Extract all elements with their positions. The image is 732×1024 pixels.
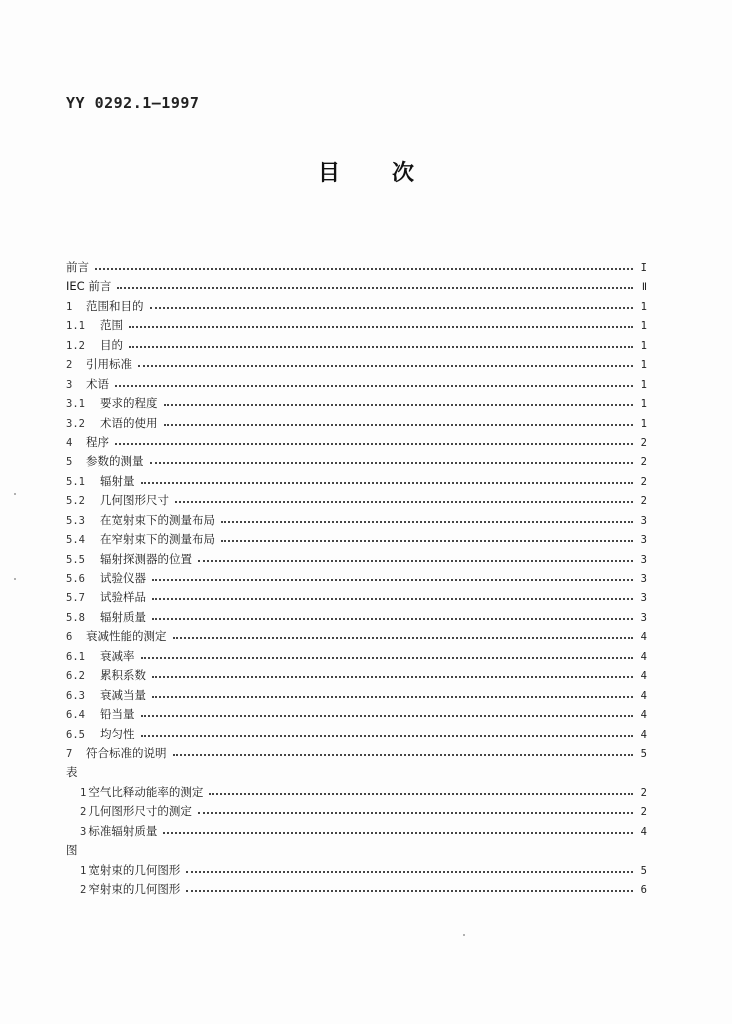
toc-entry	[66, 472, 647, 491]
toc-entry-number: 6.1	[66, 650, 85, 663]
toc-entry-label: 试验仪器	[100, 571, 146, 585]
toc-page-number: 2	[640, 495, 647, 508]
toc-page-number: 5	[640, 864, 647, 877]
toc-page-number: 4	[640, 670, 647, 683]
toc-entry-label: 在宽射束下的测量布局	[100, 512, 215, 527]
toc-entry	[66, 608, 647, 627]
toc-page-number: 2	[640, 436, 647, 449]
toc-dot-leader	[95, 261, 633, 271]
toc-dot-leader	[198, 805, 633, 815]
toc-entry-number: 5.2	[66, 495, 85, 508]
toc-entry	[66, 452, 647, 471]
toc-entry-number: 1	[80, 786, 87, 799]
toc-dot-leader	[150, 300, 634, 310]
toc-dot-leader	[141, 475, 634, 485]
toc-entry-number: 1	[80, 864, 87, 877]
toc-entry	[66, 414, 647, 433]
toc-entry-number: 3.2	[66, 417, 85, 430]
toc-page-number: 1	[640, 378, 647, 391]
toc-entry-label: 衰减率	[100, 648, 135, 663]
toc-page-number: 1	[640, 398, 647, 411]
toc-entry-label: 空气比释动能率的测定	[88, 784, 204, 799]
page-title: 目次	[317, 161, 466, 186]
toc-dot-leader	[152, 669, 633, 679]
toc-entry-label: 标准辐射质量	[88, 823, 158, 838]
toc-entry	[66, 666, 647, 685]
toc-entry	[66, 277, 647, 296]
toc-entry	[66, 433, 647, 452]
toc-page-number: 1	[640, 300, 647, 313]
toc-entry-number: 6.3	[66, 689, 85, 702]
toc-entry-label: 目的	[100, 337, 123, 352]
toc-page-number: 4	[640, 689, 647, 702]
toc-dot-leader	[186, 864, 633, 874]
toc-entry	[66, 258, 647, 277]
toc-entry-label: 窄射束的几何图形	[88, 882, 181, 896]
scan-speck	[463, 934, 465, 936]
toc-entry-label: 宽射束的几何图形	[88, 862, 181, 877]
toc-entry	[66, 880, 647, 899]
toc-entry	[66, 491, 647, 510]
toc-dot-leader	[129, 339, 633, 349]
toc-entry-number: 5.6	[66, 573, 85, 585]
toc-dot-leader	[115, 378, 633, 388]
toc-entry	[66, 569, 647, 588]
toc-dot-leader	[152, 689, 633, 699]
toc-entry-label: 几何图形尺寸	[100, 493, 169, 508]
toc-entry-label: 累积系数	[100, 668, 146, 683]
toc-dot-leader	[152, 611, 633, 621]
toc-entry	[66, 336, 647, 355]
toc-entry-label: 表	[66, 765, 78, 780]
toc-entry-label: 术语的使用	[100, 415, 158, 430]
toc-entry-label: 范围	[100, 318, 123, 333]
toc-entry-number: 2	[66, 359, 73, 372]
toc-entry-label: 在窄射束下的测量布局	[100, 532, 215, 547]
toc-entry-label: 程序	[86, 434, 109, 449]
toc-entry	[66, 588, 647, 607]
toc-entry-number: 3	[66, 378, 73, 391]
toc-dot-leader	[221, 514, 633, 524]
toc-entry	[66, 316, 647, 335]
toc-dot-leader	[163, 825, 633, 835]
toc-entry	[66, 802, 647, 821]
toc-entry-number: 5.8	[66, 611, 85, 624]
toc-entry-number: 3.1	[66, 398, 85, 411]
toc-page-number: 3	[640, 611, 647, 624]
toc-entry	[66, 686, 647, 705]
toc-entry-number: 3	[80, 825, 87, 838]
toc-entry-number: 2	[80, 884, 87, 896]
toc-entry	[66, 783, 647, 802]
toc-entry-number: 1.1	[66, 320, 85, 333]
toc-entry-label: 参数的测量	[86, 454, 144, 469]
toc-entry-label: 范围和目的	[86, 298, 144, 313]
standard-code: YY 0292.1—1997	[66, 94, 200, 112]
toc-entry-label: 衰减当量	[100, 687, 146, 702]
toc-page-number: 5	[640, 747, 647, 760]
scan-speck	[14, 578, 16, 580]
toc-entry-label: 符合标准的说明	[86, 745, 167, 760]
toc-entry-label: 辐射探测器的位置	[100, 551, 192, 566]
toc-entry	[66, 297, 647, 316]
toc-entry	[66, 822, 647, 841]
toc-entry-number: 6.5	[66, 728, 85, 741]
toc-entry	[66, 725, 647, 744]
toc-entry-label: 术语	[86, 376, 109, 391]
toc-dot-leader	[164, 397, 634, 407]
toc-entry	[66, 744, 647, 763]
toc-entry-number: 6	[66, 631, 73, 644]
toc-entry-number: 1.2	[66, 339, 85, 352]
toc-dot-leader	[117, 280, 633, 290]
toc-entry	[66, 394, 647, 413]
toc-page-number: 1	[640, 320, 647, 333]
toc-entry	[66, 647, 647, 666]
toc-entry-label: 衰减性能的测定	[86, 629, 167, 644]
toc-dot-leader	[141, 728, 634, 738]
toc-page-number: 4	[640, 650, 647, 663]
toc-page-number: 2	[640, 456, 647, 469]
toc-dot-leader	[164, 417, 634, 427]
toc-entry-label: 前言	[66, 260, 89, 274]
toc-dot-leader	[152, 591, 633, 601]
toc-entry	[66, 705, 647, 724]
toc-entry-number: 5.5	[66, 553, 85, 566]
toc-dot-leader	[209, 786, 633, 796]
toc-page-number: Ⅱ	[641, 281, 647, 294]
toc-entry-number: 7	[66, 747, 73, 760]
toc-entry	[66, 375, 647, 394]
toc-dot-leader	[186, 883, 633, 893]
toc-dot-leader	[198, 553, 633, 563]
toc-entry-label: 几何图形尺寸的测定	[88, 804, 192, 819]
toc-entry-label: 要求的程度	[100, 396, 158, 411]
toc-dot-leader	[129, 319, 633, 329]
toc-entry	[66, 530, 647, 549]
toc-page-number: 1	[640, 417, 647, 430]
toc-entry-label: IEC 前言	[66, 279, 112, 294]
toc-entry-number: 1	[66, 300, 73, 313]
toc-entry	[66, 355, 647, 374]
toc-page-number: 1	[640, 339, 647, 352]
scan-speck	[14, 493, 16, 495]
toc-page-number: 6	[640, 884, 647, 896]
toc-dot-leader	[150, 455, 634, 465]
toc-page-number: 3	[640, 592, 647, 605]
toc-page-number: 4	[640, 825, 647, 838]
toc-page-number: 3	[640, 514, 647, 527]
toc-dot-leader	[221, 533, 633, 543]
toc-group-heading	[66, 841, 647, 860]
toc-entry-number: 6.4	[66, 709, 85, 722]
toc-dot-leader	[173, 747, 634, 757]
toc-dot-leader	[141, 650, 634, 660]
toc-entry-number: 2	[80, 806, 87, 819]
toc-page-number: 1	[640, 359, 647, 372]
toc-page-number: 3	[640, 534, 647, 547]
toc-entry-number: 5.1	[66, 475, 85, 488]
toc-dot-leader	[141, 708, 634, 718]
toc-entry-label: 辐射量	[100, 473, 135, 488]
toc-entry-number: 5.4	[66, 534, 85, 547]
toc-page-number: I	[640, 262, 647, 274]
toc-entry	[66, 627, 647, 646]
toc-dot-leader	[152, 572, 633, 582]
toc-page-number: 2	[640, 475, 647, 488]
toc-group-heading	[66, 763, 647, 782]
toc-dot-leader	[173, 630, 634, 640]
toc-page-number: 2	[640, 786, 647, 799]
toc-entry	[66, 511, 647, 530]
toc-entry-label: 试验样品	[100, 590, 146, 605]
toc-dot-leader	[115, 436, 633, 446]
table-of-contents	[66, 258, 647, 899]
toc-dot-leader	[138, 358, 633, 368]
toc-entry-number: 4	[66, 436, 73, 449]
toc-page-number: 4	[640, 631, 647, 644]
toc-page-number: 3	[640, 553, 647, 566]
toc-page-number: 4	[640, 728, 647, 741]
toc-entry	[66, 861, 647, 880]
toc-entry	[66, 550, 647, 569]
toc-entry-number: 5.3	[66, 514, 85, 527]
toc-entry-label: 均匀性	[100, 726, 135, 741]
toc-entry-number: 5.7	[66, 592, 85, 605]
toc-entry-label: 图	[66, 843, 78, 858]
toc-entry-number: 5	[66, 456, 73, 469]
toc-entry-number: 6.2	[66, 670, 85, 683]
toc-page-number: 2	[640, 806, 647, 819]
toc-entry-label: 铅当量	[100, 707, 135, 722]
toc-entry-label: 引用标准	[86, 357, 132, 372]
toc-entry-label: 辐射质量	[100, 609, 146, 624]
toc-page-number: 3	[640, 573, 647, 585]
toc-page-number: 4	[640, 709, 647, 722]
toc-dot-leader	[175, 494, 633, 504]
